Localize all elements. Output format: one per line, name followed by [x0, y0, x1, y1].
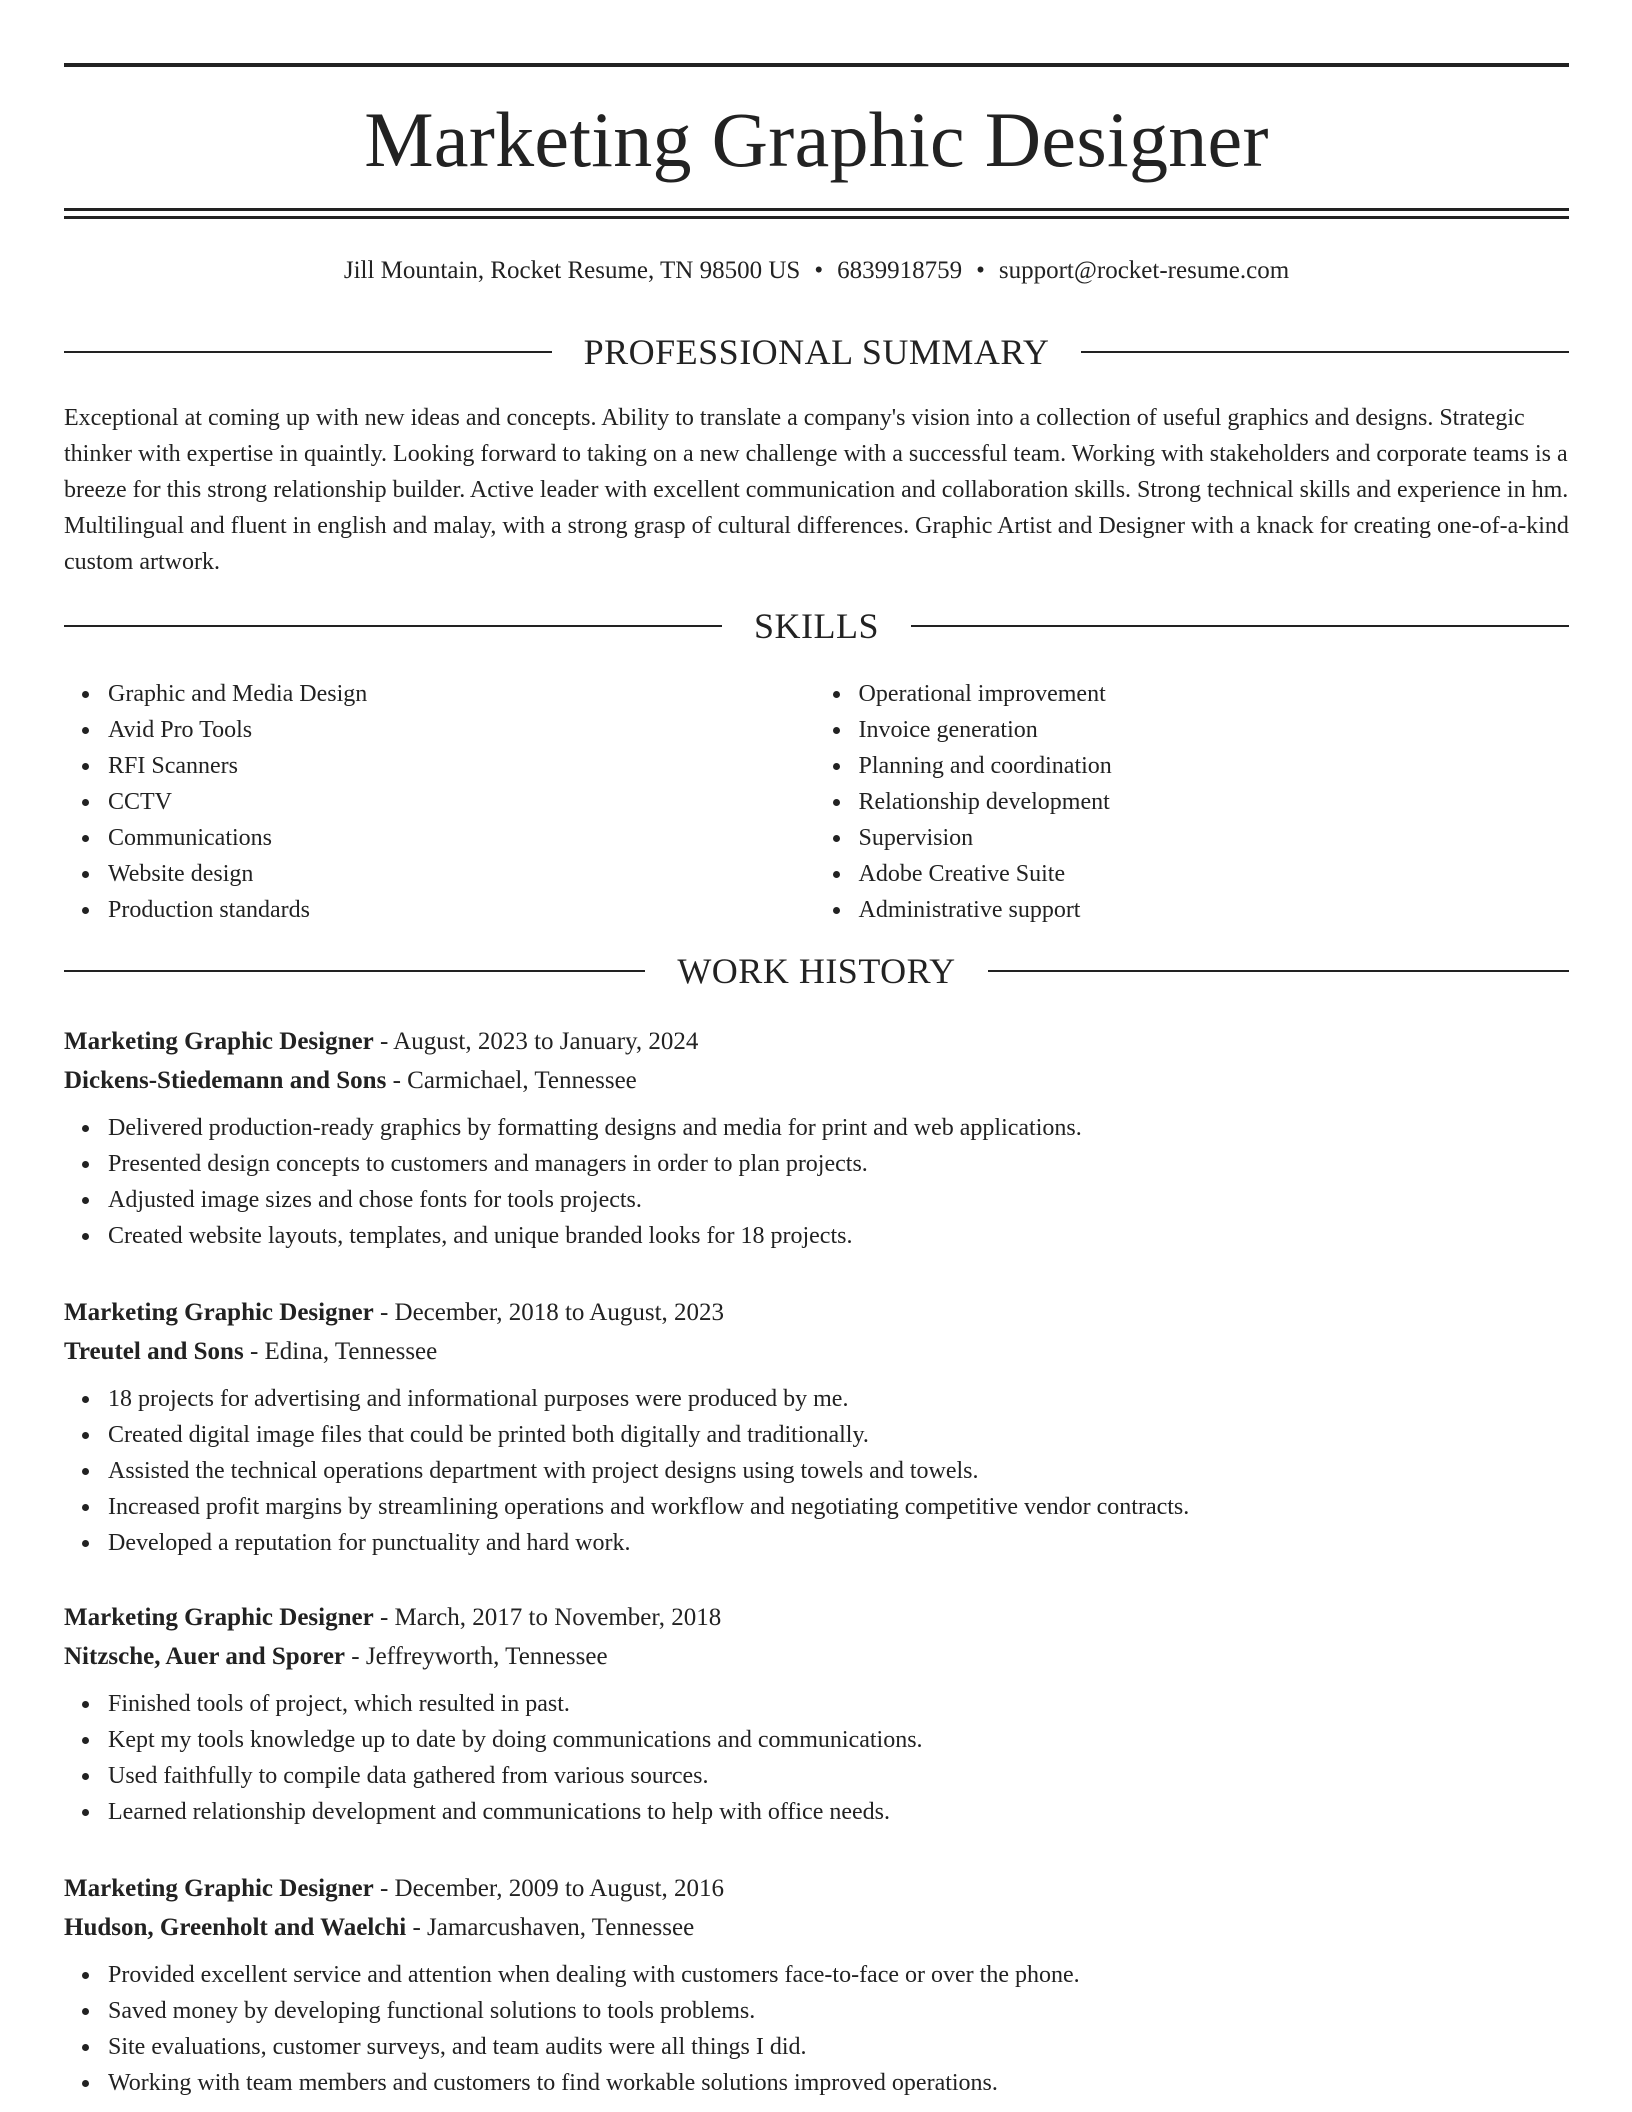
job-bullet: Finished tools of project, which resulted in past.	[108, 1686, 1569, 1722]
job-company-line	[64, 1061, 1569, 1100]
job-entry	[64, 1598, 1569, 1830]
summary-text: Exceptional at coming up with new ideas and concepts. Ability to translate a company's vision into a collection of useful graphics and designs. Strategic thinker with expertise in quaintly. Looking forward to taking on a new challenge with a successful team. Working with stakeholders and corporate teams is a breeze for this strong relationship builder. Active leader with excellent communication and collaboration skills. Strong technical skills and experience in hm. Multilingual and fluent in english and malay, with a strong grasp of cultural differences. Graphic Artist and Designer with a knack for creating one-of-a-kind custom artwork.	[64, 405, 1569, 575]
job-bullet: Increased profit margins by streamlining operations and workflow and negotiating competitive vendor contracts.	[108, 1489, 1569, 1525]
job-bullets	[64, 1110, 1569, 1254]
job-entry	[64, 1293, 1569, 1561]
skill-item: Adobe Creative Suite	[859, 856, 1570, 892]
job-dates: - December, 2018 to August, 2023	[373, 1299, 725, 1326]
skill-item: Production standards	[108, 892, 819, 928]
skill-item: Relationship development	[859, 784, 1570, 820]
job-bullet: Developed a reputation for punctuality and hard work.	[108, 1525, 1569, 1561]
job-bullet: Created website layouts, templates, and unique branded looks for 18 projects.	[108, 1218, 1569, 1254]
summary-heading-label: PROFESSIONAL SUMMARY	[583, 332, 1050, 372]
job-company: Treutel and Sons	[64, 1338, 244, 1365]
job-bullets	[64, 1381, 1569, 1561]
job-entry	[64, 1869, 1569, 2101]
job-dates: - December, 2009 to August, 2016	[373, 1875, 725, 1902]
job-title: Marketing Graphic Designer	[64, 1875, 374, 1902]
skill-item: Operational improvement	[859, 676, 1570, 712]
job-bullet: Adjusted image sizes and chose fonts for tools projects.	[108, 1182, 1569, 1218]
job-bullet: Learned relationship development and communications to help with office needs.	[108, 1794, 1569, 1830]
contact-separator: •	[976, 257, 985, 284]
job-title-line	[64, 1598, 1569, 1637]
top-rule	[64, 63, 1569, 67]
job-bullet: Provided excellent service and attention when dealing with customers face-to-face or over the phone.	[108, 1957, 1569, 1993]
skill-item: Administrative support	[859, 892, 1570, 928]
skill-item: Website design	[108, 856, 819, 892]
skill-item: Avid Pro Tools	[108, 712, 819, 748]
work-heading	[64, 949, 1569, 993]
job-bullet: Used faithfully to compile data gathered from various sources.	[108, 1758, 1569, 1794]
contact-line	[64, 255, 1569, 287]
contact-email: support@rocket-resume.com	[998, 257, 1290, 284]
job-title-line	[64, 1022, 1569, 1061]
job-location: - Edina, Tennessee	[243, 1338, 438, 1365]
skills-list	[64, 676, 1569, 928]
heading-rule	[64, 625, 722, 627]
contact-phone: 6839918759	[837, 257, 963, 284]
job-company-line	[64, 1637, 1569, 1676]
job-company: Dickens-Stiedemann and Sons	[64, 1067, 387, 1094]
job-bullet: Saved money by developing functional solutions to tools problems.	[108, 1993, 1569, 2029]
job-bullets	[64, 1686, 1569, 1830]
job-company-line	[64, 1908, 1569, 1947]
skill-item: Graphic and Media Design	[108, 676, 819, 712]
heading-rule	[64, 351, 552, 353]
skills-heading	[64, 604, 1569, 648]
job-bullet: Site evaluations, customer surveys, and team audits were all things I did.	[108, 2029, 1569, 2065]
skill-item: Invoice generation	[859, 712, 1570, 748]
job-dates: - March, 2017 to November, 2018	[373, 1604, 722, 1631]
title-rule-upper	[64, 208, 1569, 211]
job-location: - Carmichael, Tennessee	[386, 1067, 637, 1094]
job-dates: - August, 2023 to January, 2024	[373, 1028, 699, 1055]
job-company: Hudson, Greenholt and Waelchi	[64, 1914, 407, 1941]
job-entry	[64, 1022, 1569, 1254]
job-bullet: Kept my tools knowledge up to date by doing communications and communications.	[108, 1722, 1569, 1758]
job-bullet: Delivered production-ready graphics by formatting designs and media for print and web applications.	[108, 1110, 1569, 1146]
job-title-line	[64, 1293, 1569, 1332]
resume-title: Marketing Graphic Designer	[364, 96, 1269, 183]
skills-column-right	[819, 676, 1570, 928]
job-bullet: Assisted the technical operations department with project designs using towels and towels.	[108, 1453, 1569, 1489]
job-location: - Jamarcushaven, Tennessee	[406, 1914, 695, 1941]
heading-rule	[911, 625, 1569, 627]
skill-item: Supervision	[859, 820, 1570, 856]
job-title: Marketing Graphic Designer	[64, 1604, 374, 1631]
work-heading-label: WORK HISTORY	[677, 951, 956, 991]
contact-address: Jill Mountain, Rocket Resume, TN 98500 US	[343, 257, 801, 284]
job-bullet: Presented design concepts to customers and managers in order to plan projects.	[108, 1146, 1569, 1182]
skills-column-left	[64, 676, 819, 928]
job-title-line	[64, 1869, 1569, 1908]
heading-rule	[1081, 351, 1569, 353]
skill-item: RFI Scanners	[108, 748, 819, 784]
skill-item: CCTV	[108, 784, 819, 820]
job-bullets	[64, 1957, 1569, 2101]
skills-heading-label: SKILLS	[754, 606, 880, 646]
skill-item: Communications	[108, 820, 819, 856]
job-bullet: 18 projects for advertising and informational purposes were produced by me.	[108, 1381, 1569, 1417]
title-rule-lower	[64, 216, 1569, 219]
job-company: Nitzsche, Auer and Sporer	[64, 1643, 346, 1670]
job-location: - Jeffreyworth, Tennessee	[345, 1643, 608, 1670]
job-company-line	[64, 1332, 1569, 1371]
skill-item: Planning and coordination	[859, 748, 1570, 784]
heading-rule	[64, 970, 645, 972]
summary-heading	[64, 330, 1569, 374]
job-bullet: Working with team members and customers to find workable solutions improved operations.	[108, 2065, 1569, 2101]
job-title: Marketing Graphic Designer	[64, 1299, 374, 1326]
job-bullet: Created digital image files that could be printed both digitally and traditionally.	[108, 1417, 1569, 1453]
contact-separator: •	[814, 257, 824, 284]
heading-rule	[988, 970, 1569, 972]
job-title: Marketing Graphic Designer	[64, 1028, 374, 1055]
